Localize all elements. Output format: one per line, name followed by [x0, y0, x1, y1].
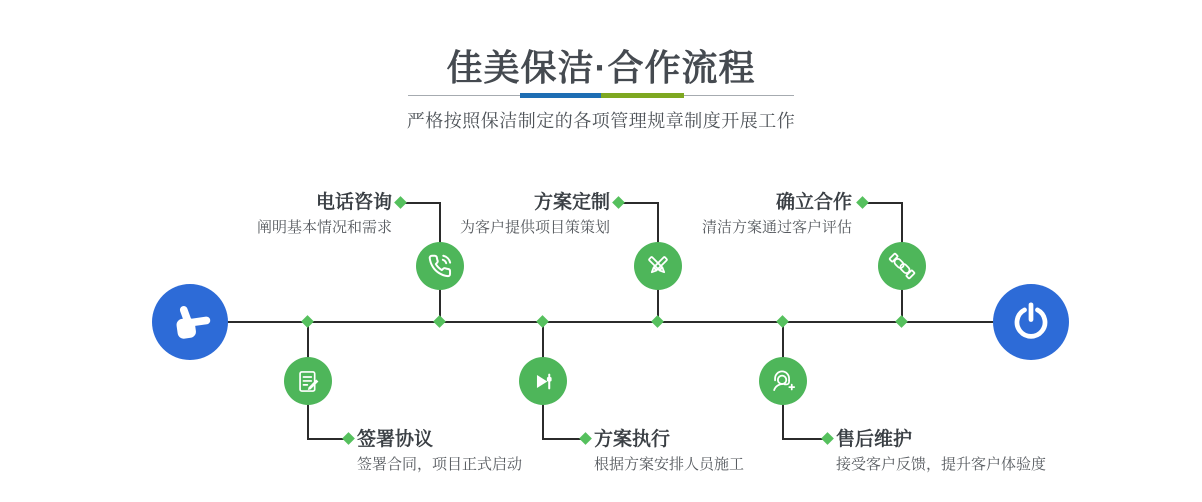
timeline-start-node — [152, 284, 228, 360]
play-slider-icon — [530, 368, 557, 395]
connector-line — [864, 202, 903, 204]
step-label — [836, 428, 1046, 475]
headset-icon — [769, 367, 797, 395]
label-diamond — [856, 196, 869, 209]
timeline-node-diamond — [895, 315, 908, 328]
label-diamond — [394, 196, 407, 209]
phone-icon — [426, 252, 454, 280]
timeline-node-diamond — [536, 315, 549, 328]
step-title: 方案执行 — [594, 429, 671, 450]
step-circle — [634, 242, 682, 290]
connector-line — [620, 202, 659, 204]
label-diamond — [579, 432, 592, 445]
step-desc: 签署合同，项目正式启动 — [357, 456, 523, 473]
step-desc: 根据方案安排人员施工 — [594, 456, 745, 473]
step-desc: 清洁方案通过客户评估 — [701, 219, 852, 236]
step-label — [357, 428, 522, 475]
page-subtitle: 严格按照保洁制定的各项管理规章制度开展工作 — [406, 111, 796, 131]
divider-accent-green — [601, 93, 684, 98]
step-label — [460, 191, 610, 238]
step-title: 方案定制 — [533, 192, 610, 213]
pencils-icon — [644, 252, 672, 280]
step-title: 售后维护 — [836, 429, 913, 450]
step-title: 签署协议 — [357, 429, 434, 450]
contract-icon — [295, 368, 322, 395]
step-circle — [519, 357, 567, 405]
step-circle — [284, 357, 332, 405]
step-title: 确立合作 — [775, 192, 852, 213]
timeline-node-diamond — [651, 315, 664, 328]
timeline-node-diamond — [433, 315, 446, 328]
step-circle — [416, 242, 464, 290]
step-circle — [878, 242, 926, 290]
power-icon — [1010, 301, 1052, 343]
step-label — [594, 428, 744, 475]
connector-line — [402, 202, 441, 204]
step-label — [257, 191, 392, 238]
step-circle — [759, 357, 807, 405]
timeline-node-diamond — [301, 315, 314, 328]
step-desc: 阐明基本情况和需求 — [256, 219, 392, 236]
page-title: 佳美保洁·合作流程 — [446, 47, 756, 88]
timeline-node-diamond — [776, 315, 789, 328]
label-diamond — [342, 432, 355, 445]
label-diamond — [821, 432, 834, 445]
pointing-hand-icon — [167, 299, 213, 345]
timeline-end-node — [993, 284, 1069, 360]
step-desc: 为客户提供项目策策划 — [459, 219, 610, 236]
handshake-icon — [887, 251, 917, 281]
label-diamond — [612, 196, 625, 209]
divider-accent-blue — [520, 93, 601, 98]
step-label — [702, 191, 852, 238]
step-desc: 接受客户反馈，提升客户体验度 — [836, 456, 1047, 473]
step-title: 电话咨询 — [315, 192, 392, 213]
